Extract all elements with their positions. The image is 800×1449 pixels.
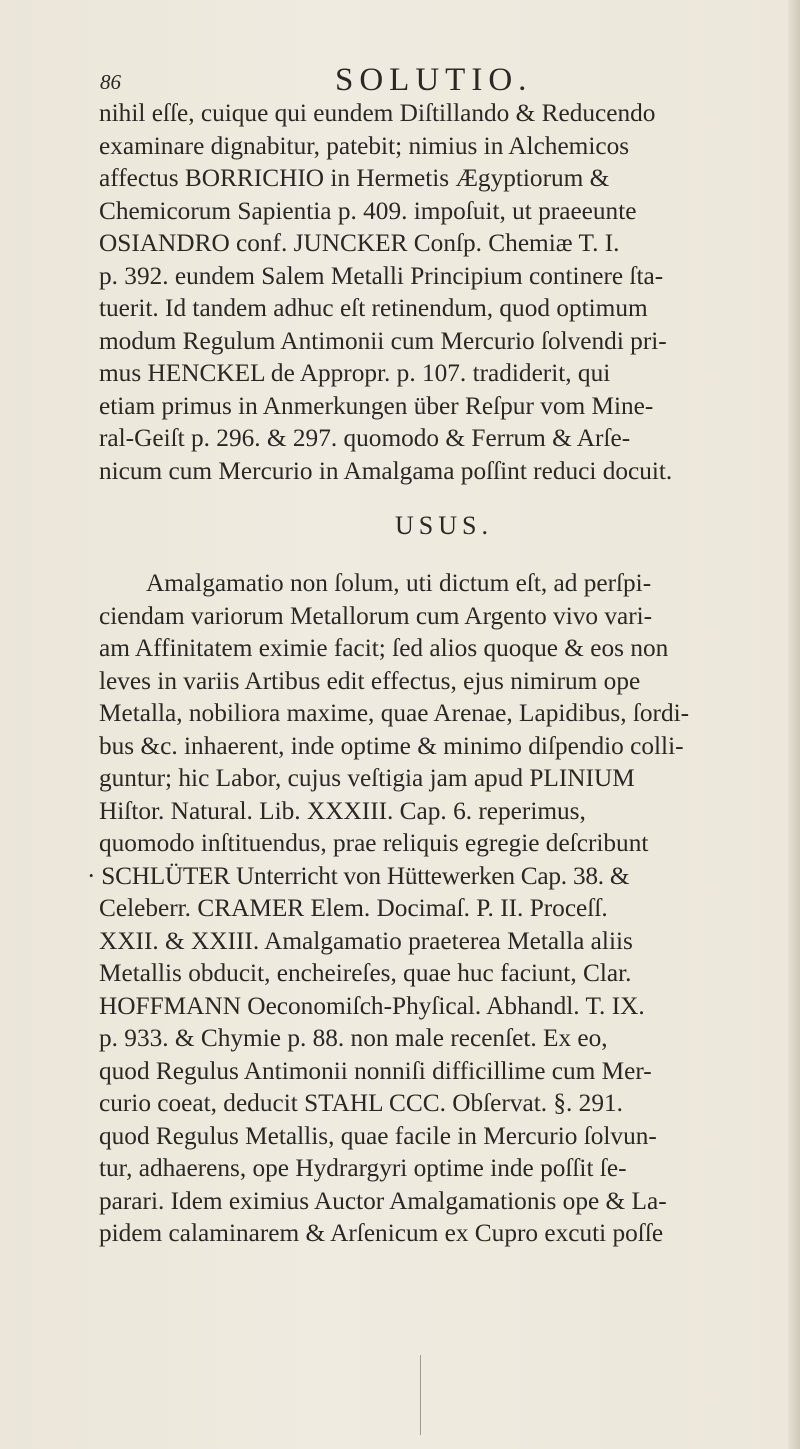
text-line: mus HENCKEL de Appropr. p. 107. tradiderit, qui [99, 359, 611, 387]
text-line: curio coeat, deducit STAHL CCC. Obſervat. §. 291. [99, 1089, 623, 1117]
text-line: · SCHLÜTER Unterricht von Hüttewerken Cap. 38. & [87, 861, 630, 890]
body-text [87, 97, 789, 1250]
text-line: p. 933. & Chymie p. 88. non male recenſet. Ex eo, [99, 1024, 608, 1052]
page-header [100, 62, 790, 102]
page-number: 86 [100, 70, 121, 94]
text-line: HOFFMANN Oeconomiſch-Phyſical. Abhandl. T. IX. [99, 991, 645, 1020]
text-line: affectus BORRICHIO in Hermetis Ægyptiorum & [99, 164, 610, 192]
text-line: etiam primus in Anmerkungen über Reſpur vom Mine- [99, 391, 654, 420]
text-line: p. 392. eundem Salem Metalli Principium continere ſta- [99, 261, 664, 290]
text-line: quomodo inſtituendus, prae reliquis egregie deſcribunt [99, 829, 649, 857]
text-line: XXII. & XXIII. Amalgamatio praeterea Metalla aliis [99, 926, 633, 955]
text-line: nicum cum Mercurio in Amalgama poſſint reduci docuit. [99, 456, 673, 485]
text-line: ral-Geiſt p. 296. & 297. quomodo & Ferrum & Arſe- [99, 424, 631, 452]
text-line: Celeberr. CRAMER Elem. Docimaſ. P. II. Proceſſ. [99, 894, 608, 922]
section-heading: USUS. [395, 511, 493, 540]
text-line: ciendam variorum Metallorum cum Argento vivo vari- [99, 601, 653, 630]
page-edge-shadow [788, 0, 800, 1449]
text-line: quod Regulus Metallis, quae facile in Mercurio ſolvun- [99, 1121, 657, 1150]
text-line: leves in variis Artibus edit effectus, ejus nimirum ope [99, 666, 641, 695]
ink-mark [420, 1355, 423, 1435]
text-line: OSIANDRO conf. JUNCKER Conſp. Chemiæ T. I. [99, 229, 620, 257]
text-line: Metallis obducit, encheireſes, quae huc faciunt, Clar. [99, 959, 632, 987]
text-line: am Affinitatem eximie facit; ſed alios quoque & eos non [99, 634, 669, 662]
text-line: tuerit. Id tandem adhuc eſt retinendum, quod optimum [99, 294, 648, 322]
text-line: pidem calaminarem & Arſenicum ex Cupro excuti poſſe [99, 1219, 664, 1247]
paragraph-2 [87, 567, 789, 1250]
text-line: examinare dignabitur, patebit; nimius in Alchemicos [99, 131, 630, 160]
text-line: guntur; hic Labor, cujus veſtigia jam apud PLINIUM [99, 764, 635, 792]
text-line: Metalla, nobiliora maxime, quae Arenae, Lapidibus, ſordi- [99, 699, 690, 727]
text-line: tur, adhaerens, ope Hydrargyri optime inde poſſit ſe- [99, 1154, 627, 1182]
paragraph-1 [99, 97, 789, 487]
text-line: Chemicorum Sapientia p. 409. impoſuit, ut praeeunte [99, 196, 637, 225]
text-line: Hiſtor. Natural. Lib. XXXIII. Cap. 6. reperimus, [99, 796, 586, 825]
text-line: Amalgamatio non ſolum, uti dictum eſt, ad perſpi- [146, 569, 652, 597]
text-line: parari. Idem eximius Auctor Amalgamationis ope & La- [99, 1186, 667, 1215]
running-title: SOLUTIO. [335, 62, 533, 98]
text-line: bus &c. inhaerent, inde optime & minimo diſpendio colli- [99, 731, 684, 760]
text-line: quod Regulus Antimonii nonniſi difficillime cum Mer- [99, 1056, 652, 1085]
text-line: modum Regulum Antimonii cum Mercurio ſolvendi pri- [99, 326, 667, 355]
text-line: nihil eſſe, cuique qui eundem Diſtillando & Reducendo [99, 99, 656, 127]
